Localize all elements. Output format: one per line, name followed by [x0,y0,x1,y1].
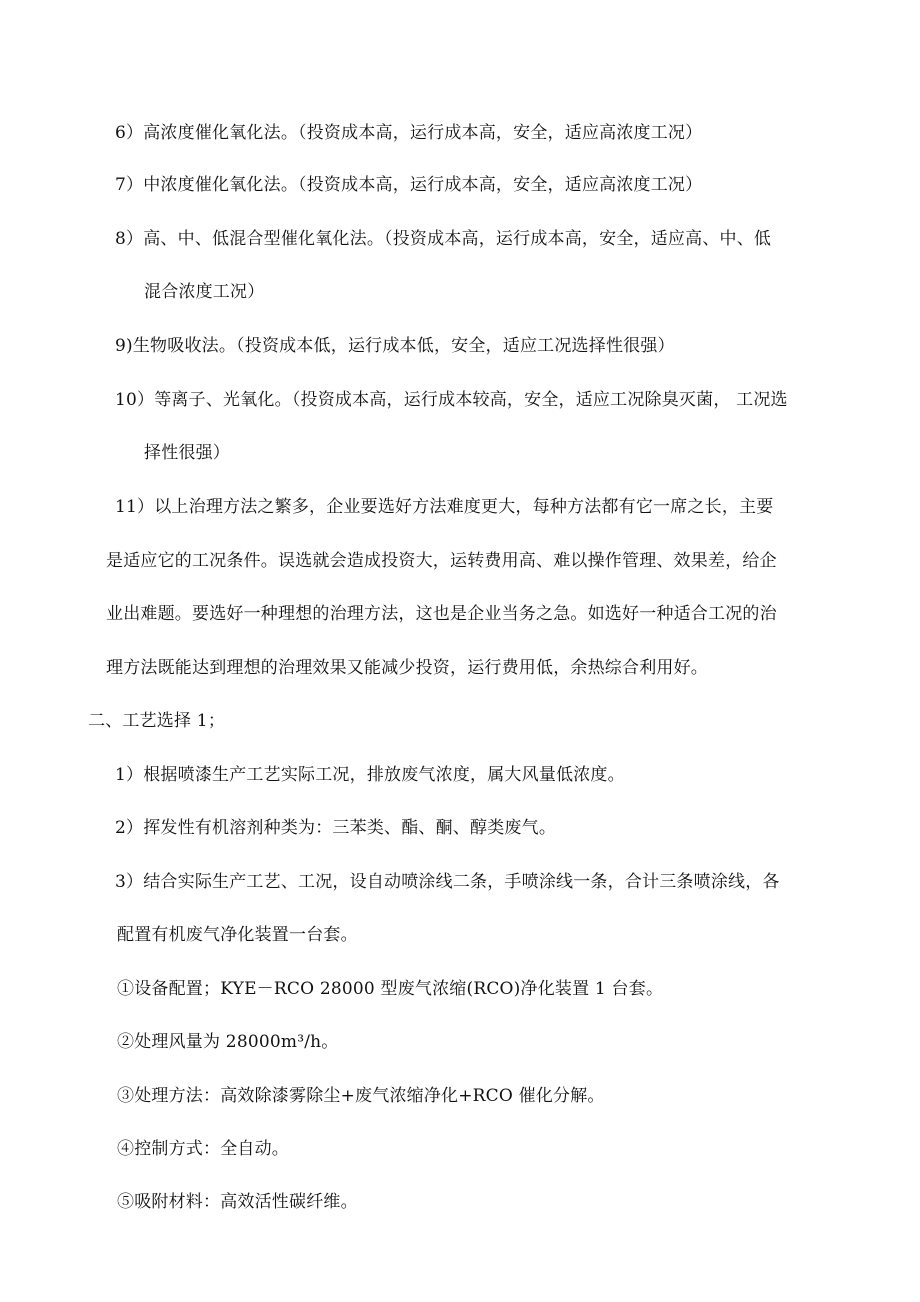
config-1: ①设备配置；KYE－RCO 28000 型废气浓缩(RCO)净化装置 1 台套。 [117,979,664,999]
method-7: 7）中浓度催化氧化法。（投资成本高，运行成本高，安全，适应高浓度工况） [115,175,703,195]
method-9: 9)生物吸收法。（投资成本低，运行成本低，安全，适应工况选择性很强） [115,336,675,356]
process-2: 2）挥发性有机溶剂种类为：三苯类、酯、酮、醇类废气。 [115,818,557,838]
config-3: ③处理方法：高效除漆雾除尘+废气浓缩净化+RCO 催化分解。 [117,1086,605,1106]
process-3: 3）结合实际生产工艺、工况，设自动喷涂线二条，手喷涂线一条，合计三条喷涂线，各 [115,872,780,892]
method-8: 8）高、中、低混合型催化氧化法。（投资成本高，运行成本高，安全，适应高、中、低 [115,229,772,249]
process-3-cont: 配置有机废气净化装置一台套。 [117,925,358,945]
method-11: 11）以上治理方法之繁多，企业要选好方法难度更大，每种方法都有它一席之长，主要 [115,497,774,517]
section-heading: 二、工艺选择 1； [88,711,226,731]
process-1: 1）根据喷漆生产工艺实际工况，排放废气浓度，属大风量低浓度。 [115,765,625,785]
config-4: ④控制方式：全自动。 [117,1139,289,1159]
method-11-cont-1: 是适应它的工况条件。误选就会造成投资大，运转费用高、难以操作管理、效果差，给企 [106,551,777,571]
method-11-cont-2: 业出难题。要选好一种理想的治理方法，这也是企业当务之急。如选好一种适合工况的治 [106,604,777,624]
method-10: 10）等离子、光氧化。（投资成本高，运行成本较高，安全，适应工况除臭灭菌， 工况选 [115,390,788,410]
config-2: ②处理风量为 28000m³/h。 [117,1032,339,1052]
method-11-cont-3: 理方法既能达到理想的治理效果又能减少投资，运行费用低，余热综合利用好。 [106,658,708,678]
method-6: 6）高浓度催化氧化法。（投资成本高，运行成本高，安全，适应高浓度工况） [115,123,703,143]
config-5: ⑤吸附材料：高效活性碳纤维。 [117,1192,358,1212]
method-8-cont: 混合浓度工况） [144,282,265,302]
method-10-cont: 择性很强） [144,443,230,463]
